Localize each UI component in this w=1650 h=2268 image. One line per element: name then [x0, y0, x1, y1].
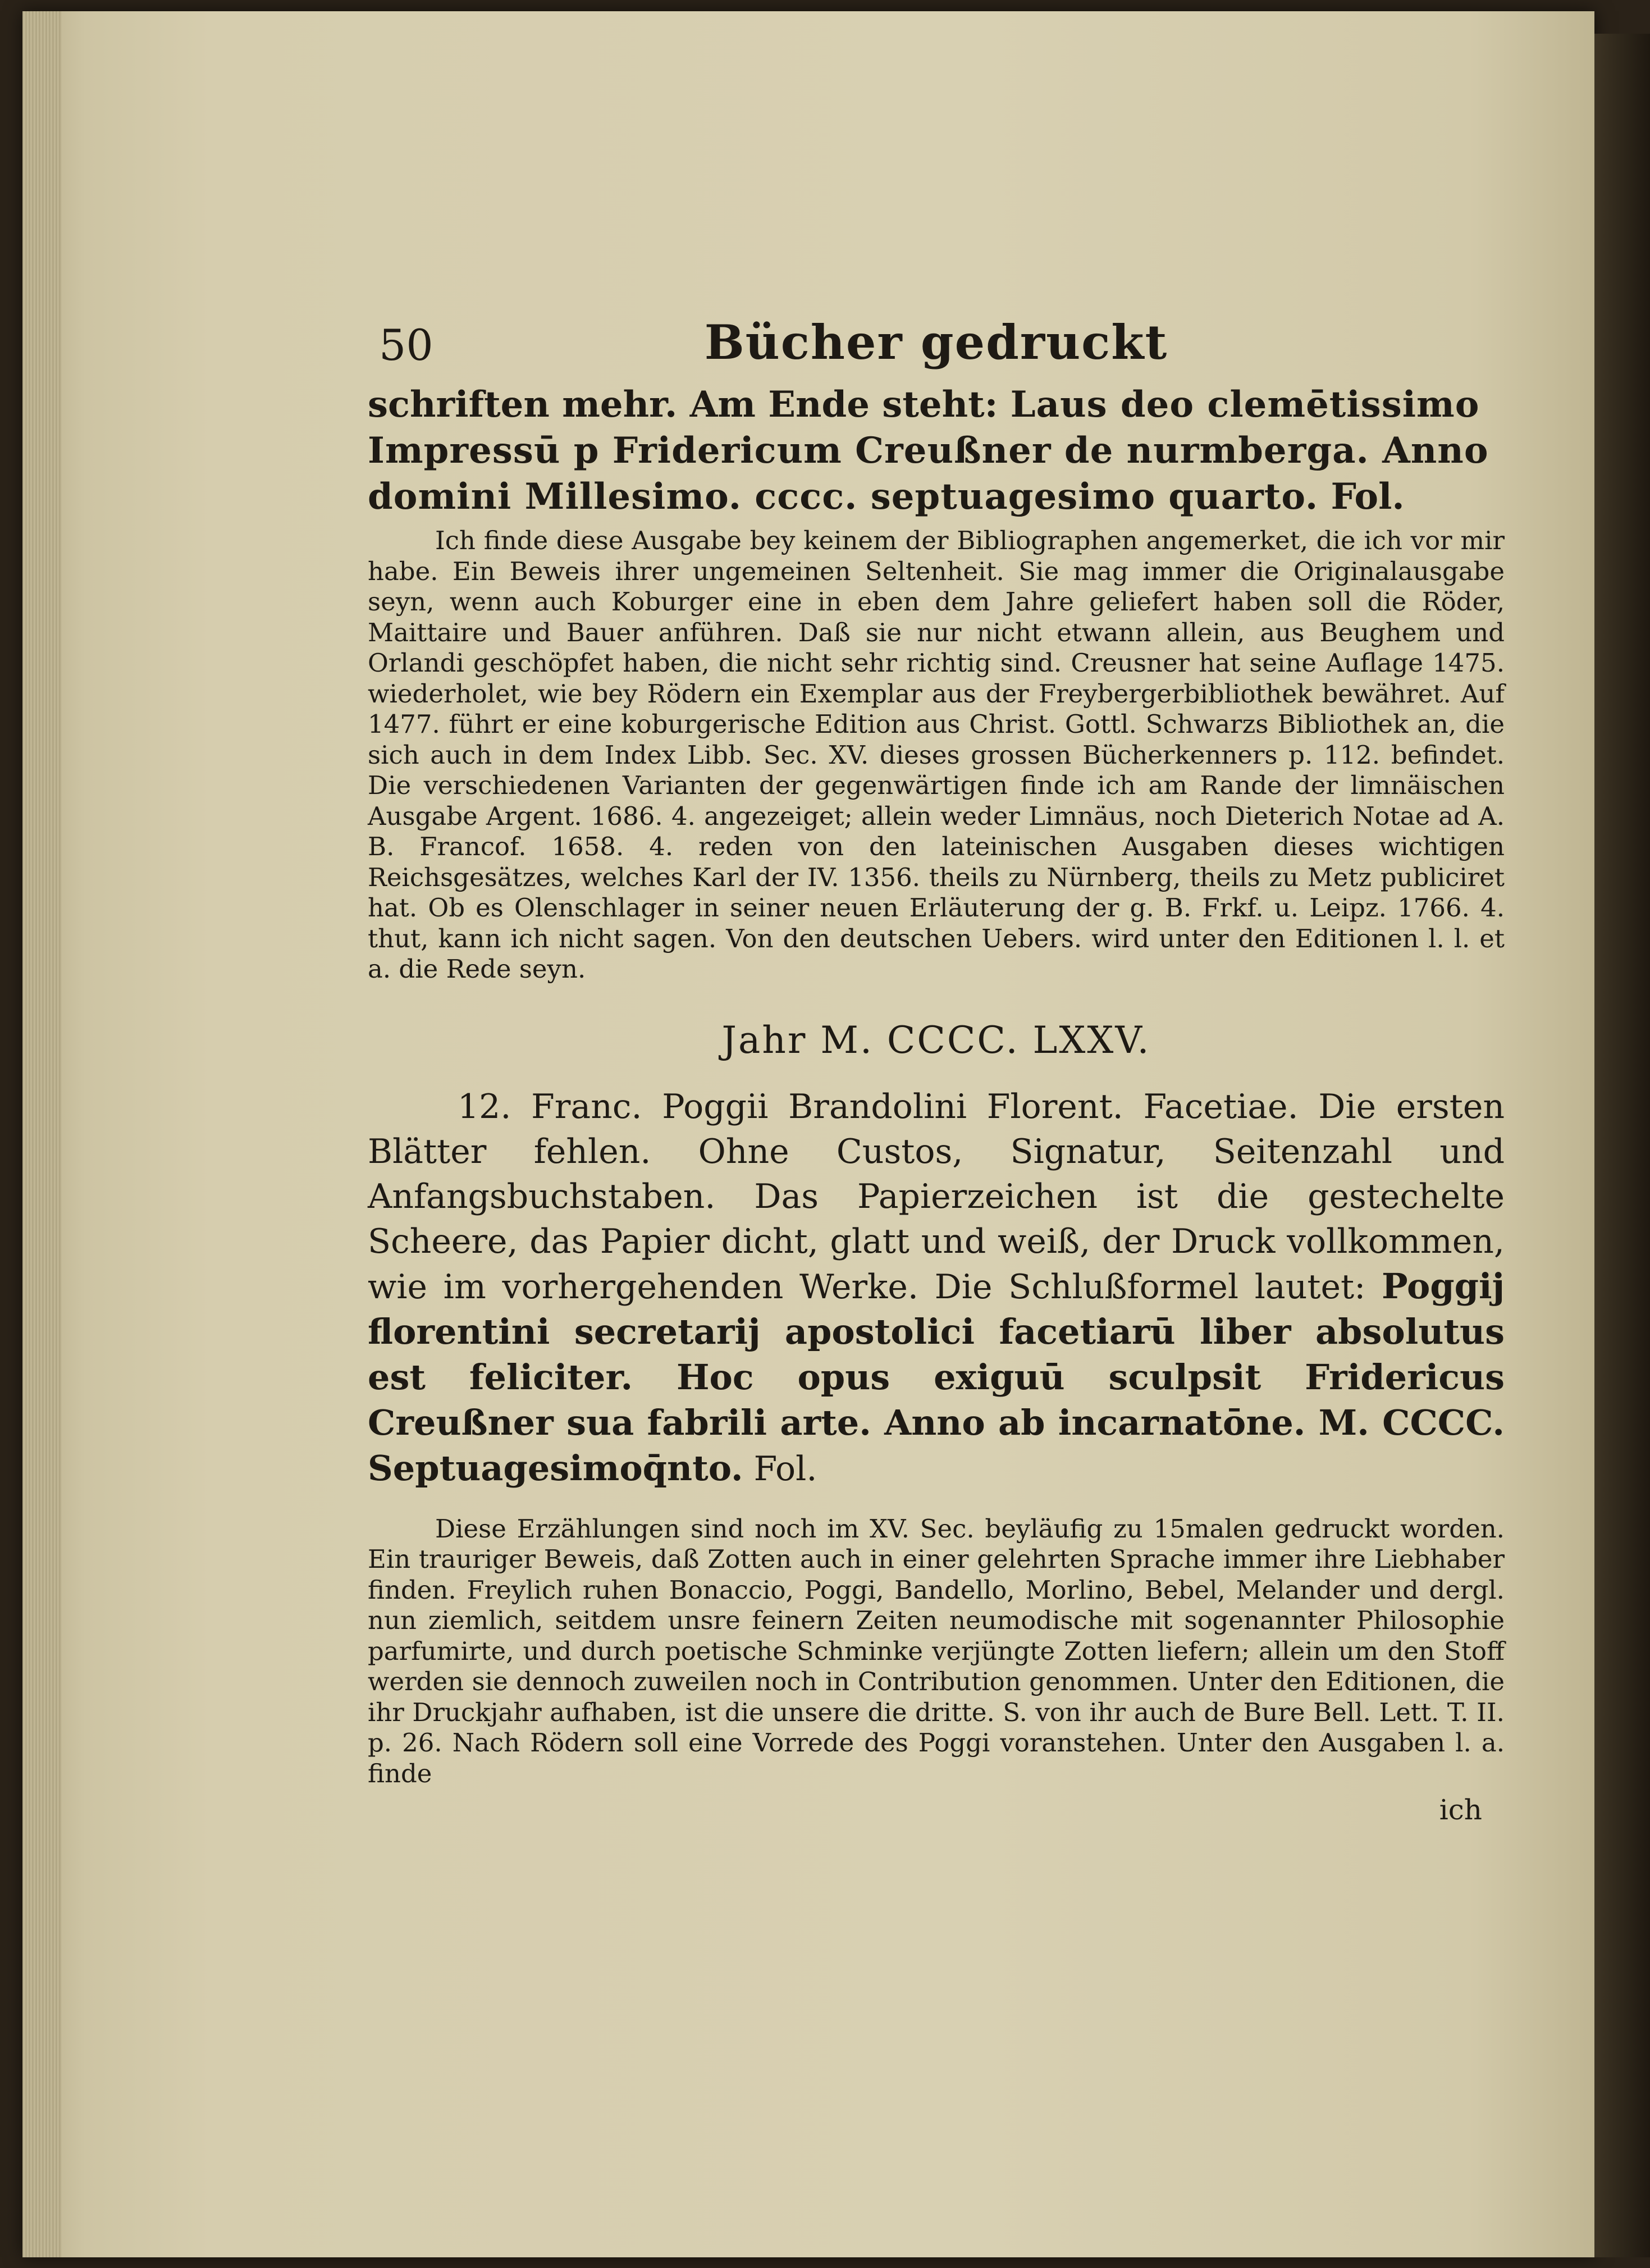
entry-12-number: 12.	[458, 1087, 511, 1126]
entry-12	[368, 1084, 1505, 1491]
page-number: 50	[379, 320, 433, 370]
facing-page-shadow	[1594, 34, 1650, 2257]
entry-12-title: Franc. Poggii Brandolini Florent. Facetiae.	[511, 1087, 1299, 1126]
year-heading: Jahr M. CCCC. LXXV.	[721, 1018, 1151, 1062]
entry-11-commentary: Ich finde diese Ausgabe bey keinem der Bibliographen angemerket, die ich vor mir habe. Ein Beweis ihrer ungemeinen Seltenheit. Sie mag immer die Originalausgabe seyn, wenn auch Koburger eine in eben dem Jahre geliefert haben soll die Röder, Maittaire und Bauer anführen. Daß sie nur nicht etwann allein, aus Beughem und Orlandi geschöpfet haben, die nicht sehr richtig sind. Creusner hat seine Auflage 1475. wiederholet, wie bey Rödern ein Exemplar aus der Freybergerbibliothek bewähret. Auf 1477. führt er eine koburgerische Edition aus Christ. Gottl. Schwarzs Bibliothek an, die sich auch in dem Index Libb. Sec. XV. dieses grossen Bücherkenners p. 112. befindet. Die verschiedenen Varianten der gegenwärtigen finde ich am Rande der limnäischen Ausgabe Argent. 1686. 4. angezeiget; allein weder Limnäus, noch Dieterich Notae ad A. B. Francof. 1658. 4. reden von den lateinischen Ausgaben dieses wichtigen Reichsgesätzes, welches Karl der IV. 1356. theils zu Nürnberg, theils zu Metz publiciret hat. Ob es Olenschlager in seiner neuen Erläuterung der g. B. Frkf. u. Leipz. 1766. 4. thut, kann ich nicht sagen. Von den deutschen Uebers. wird unter den Editionen l. l. et a. die Rede seyn.	[368, 526, 1505, 984]
page-content	[368, 314, 1505, 1826]
entry-12-commentary: Diese Erzählungen sind noch im XV. Sec. beyläufig zu 15malen gedruckt worden. Ein trauriger Beweis, daß Zotten auch in einer gelehrten Sprache immer ihre Liebhaber finden. Freylich ruhen Bonaccio, Poggi, Bandello, Morlino, Bebel, Melander und dergl. nun ziemlich, seitdem unsre feinern Zeiten neumodische mit sogenannter Philosophie parfumirte, und durch poetische Schminke verjüngte Zotten liefern; allein um den Stoff werden sie dennoch zuweilen noch in Contribution genommen. Unter den Editionen, die ihr Druckjahr aufhaben, ist die unsere die dritte. S. von ihr auch de Bure Bell. Lett. T. II. p. 26. Nach Rödern soll eine Vorrede des Poggi voranstehen. Unter den Ausgaben l. a. finde	[368, 1513, 1505, 1788]
entry-11-colophon-paragraph	[368, 382, 1505, 520]
running-title: Bücher gedruckt	[704, 314, 1168, 370]
entry-11-colophon: Laus deo clemētissimo Impressū p Fridericum Creußner de nurmberga. Anno domini Millesimo. cccc. septuagesimo quarto.	[368, 384, 1489, 518]
entry-12-description: Die ersten Blätter fehlen. Ohne Custos, Signatur, Seitenzahl und Anfangsbuchstaben. Das Papierzeichen ist die gestechelte Scheere, das Papier dicht, glatt und weiß, der Druck vollkommen, wie im vorhergehenden Werke. Die Schlußformel lautet:	[368, 1087, 1505, 1307]
page-edge	[22, 11, 62, 2257]
entry-11-lead: schriften mehr. Am Ende steht:	[368, 384, 1011, 426]
entry-12-format: Fol.	[743, 1449, 817, 1489]
catchword: ich	[1439, 1794, 1482, 1826]
entry-11-format: Fol.	[1318, 476, 1405, 518]
running-head	[368, 314, 1505, 382]
entry-12-colophon: Poggij florentini secretarij apostolici facetiarū liber absolutus est feliciter. Hoc opus exiguū sculpsit Fridericus Creußner sua fabrili arte. Anno ab incarnatōne. M. CCCC. Septuagesimoq̄nto.	[368, 1265, 1505, 1489]
